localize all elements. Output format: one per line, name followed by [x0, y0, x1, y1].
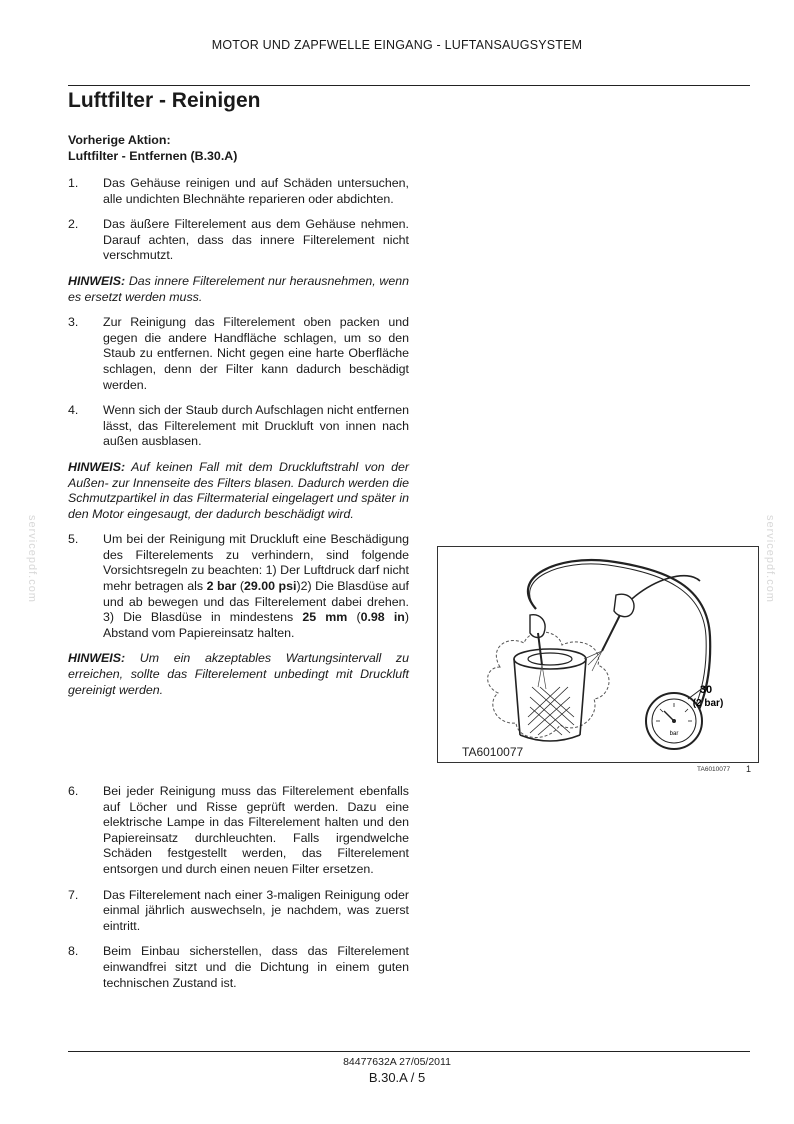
step-text: Das Gehäuse reinigen und auf Schäden untersuchen, alle undichten Blechnähte reparieren oder abdichten.: [103, 176, 409, 206]
previous-action: [68, 133, 409, 164]
step-item: [68, 532, 409, 641]
step-number: 2.: [68, 217, 79, 232]
gauge-value: 30: [699, 684, 713, 696]
note-text: Um ein akzeptables Wartungsintervall zu erreichen, sollte das Filterelement unbedingt mit Druckluft gereinigt werden.: [68, 651, 409, 697]
watermark-left: servicepdf.com: [26, 515, 38, 603]
step-text: Beim Einbau sicherstellen, dass das Filterelement einwandfrei sitzt und die Dichtung in einem guten technischen Zustand ist.: [103, 944, 409, 990]
step-number: 1.: [68, 176, 79, 190]
previous-action-label: Vorherige Aktion:: [68, 133, 171, 147]
step-number: 4.: [68, 403, 79, 418]
note: [68, 460, 409, 522]
note: [68, 651, 409, 698]
footer-doc-code: 84477632A 27/05/2011: [343, 1056, 451, 1068]
step-item: [68, 784, 409, 878]
figure-image-label: TA6010077: [462, 745, 524, 759]
note: [68, 274, 409, 305]
figure-air-filter-cleaning: [437, 546, 759, 763]
step-text-part: )2) Die Blasdüse auf und ab bewegen und das Filterelement dabei drehen. 3) Die Blasdüse in mindestens: [103, 579, 409, 625]
step-text-part: (: [236, 579, 244, 594]
step-text-part: ) Abstand vom Papiereinsatz halten.: [103, 610, 409, 640]
section-header: MOTOR UND ZAPFWELLE EINGANG - LUFTANSAUGSYSTEM: [211, 38, 583, 52]
step-text: Das äußere Filterelement aus dem Gehäuse nehmen. Darauf achten, dass das innere Filterelement nicht verschmutzt.: [103, 217, 409, 263]
note-label: HINWEIS:: [68, 459, 126, 474]
previous-action-link[interactable]: Luftfilter - Entfernen (B.30.A): [68, 148, 238, 163]
instructions-column-1: [68, 176, 409, 708]
step-item: [68, 888, 409, 935]
footer-page-number: B.30.A / 5: [368, 1070, 426, 1085]
instructions-column-2: [68, 784, 409, 1001]
gauge-unit: (2 bar): [692, 698, 724, 709]
step-number: 7.: [68, 887, 79, 902]
step-text: Zur Reinigung das Filterelement oben packen und gegen die andere Handfläche schlagen, um so den Staub zu entfernen. Nicht gegen eine harte Oberfläche schlagen, denn der Filter kann dadurch beschädigt werden.: [103, 315, 409, 392]
step-number: 8.: [68, 944, 79, 959]
step-text: Das Filterelement nach einer 3-maligen Reinigung oder einmal jährlich auswechseln, je nachdem, was zuerst eintritt.: [103, 887, 409, 933]
figure-caption: TA6010077: [697, 766, 731, 773]
step-number: 6.: [68, 784, 79, 798]
note-text: Das innere Filterelement nur herausnehmen, wenn es ersetzt werden muss.: [68, 273, 409, 304]
step-item: [68, 217, 409, 264]
step-text: Bei jeder Reinigung muss das Filterelement ebenfalls auf Löcher und Risse geprüft werden. Dazu eine elektrische Lampe in das Filterelement halten und den Papiereinsatz durchleuchten. Falls irgendwelche Schäden festgestellt werden, das Filterelement entsorgen und durch einen neuen Filter ersetzen.: [103, 784, 409, 876]
footer-rule: [68, 1051, 750, 1052]
step-text: [103, 532, 409, 641]
gauge-dial-text: bar: [669, 731, 679, 737]
step-item: [68, 944, 409, 991]
page-title: Luftfilter - Reinigen: [68, 89, 261, 112]
note-label: HINWEIS:: [68, 651, 126, 666]
pressure-bar: 2 bar: [206, 579, 237, 594]
pressure-psi: 29.00 psi: [244, 579, 297, 594]
watermark-right: servicepdf.com: [764, 515, 776, 603]
step-item: [68, 176, 409, 207]
air-filter-illustration: [438, 547, 758, 762]
distance-mm: 25 mm: [302, 610, 348, 625]
step-text-part: (: [347, 610, 361, 625]
note-label: HINWEIS:: [68, 273, 126, 288]
step-item: [68, 403, 409, 450]
step-text: Wenn sich der Staub durch Aufschlagen nicht entfernen lässt, das Filterelement mit Druckluft von innen nach außen ausblasen.: [103, 403, 409, 449]
step-text-part: Um bei der Reinigung mit Druckluft eine Beschädigung des Filterelements zu verhindern, sind folgende Vorsichtsregeln zu beachten: 1) Der Luftdruck darf nicht mehr betragen als: [103, 532, 409, 594]
header-rule: [68, 85, 750, 86]
distance-in: 0.98 in: [360, 610, 405, 625]
step-item: [68, 315, 409, 393]
step-number: 5.: [68, 532, 79, 547]
step-number: 3.: [68, 315, 79, 330]
figure-number: 1: [746, 764, 752, 774]
note-text: Auf keinen Fall mit dem Druckluftstrahl von der Außen- zur Innenseite des Filters blasen. Dadurch werden die Schmutzpartikel in das Filtermaterial eingelagert und später in den Motor eingesaugt, der dadurch beschädigt wird.: [68, 459, 409, 521]
